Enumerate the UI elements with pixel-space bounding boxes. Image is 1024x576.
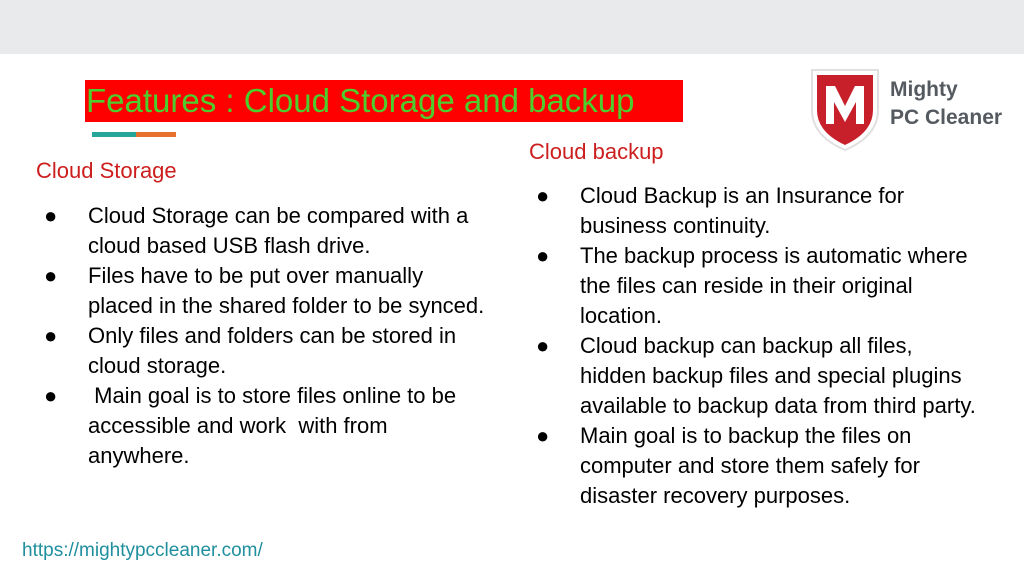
bullet-icon: ● [536,183,550,208]
bullet-icon: ● [44,263,58,288]
list-item-text: Cloud Storage can be compared with a cloud based USB flash drive. [88,203,469,258]
website-link[interactable]: https://mightypccleaner.com/ [22,540,263,561]
cloud-storage-heading: Cloud Storage [36,158,177,183]
list-item [36,261,491,321]
list-item-text: Files have to be put over manually placed in the shared folder to be synced. [88,263,485,318]
cloud-backup-heading: Cloud backup [529,139,664,164]
slide-title: Features : Cloud Storage and backup [85,80,683,122]
list-item [528,421,978,511]
cloud-storage-list [36,201,491,471]
accent-bar-orange [136,132,176,137]
list-item-text: Cloud Backup is an Insurance for business continuity. [580,183,905,238]
list-item-text: The backup process is automatic where the files can reside in their original location. [580,243,968,328]
logo-brand-line1: Mighty [890,78,958,101]
bullet-icon: ● [536,243,550,268]
accent-bar-teal [92,132,136,137]
list-item-text: Only files and folders can be stored in cloud storage. [88,323,457,378]
bullet-icon: ● [44,203,58,228]
list-item-text: Main goal is to backup the files on computer and store them safely for disaster recovery purposes. [580,423,920,508]
cloud-backup-list [528,181,978,511]
list-item [528,181,978,241]
top-band [0,0,1024,54]
list-item [36,201,491,261]
list-item [528,241,978,331]
list-item [528,331,978,421]
bullet-icon: ● [536,333,550,358]
list-item-text: Cloud backup can backup all files, hidden backup files and special plugins available to backup data from third party. [580,333,976,418]
bullet-icon: ● [44,383,58,408]
list-item-text: Main goal is to store files online to be accessible and work with from anywhere. [88,383,463,468]
logo-brand-line2: PC Cleaner [890,106,1003,129]
shield-icon [808,66,882,152]
list-item [36,321,491,381]
bullet-icon: ● [44,323,58,348]
bullet-icon: ● [536,423,550,448]
list-item [36,381,491,471]
brand-logo [808,66,1008,152]
